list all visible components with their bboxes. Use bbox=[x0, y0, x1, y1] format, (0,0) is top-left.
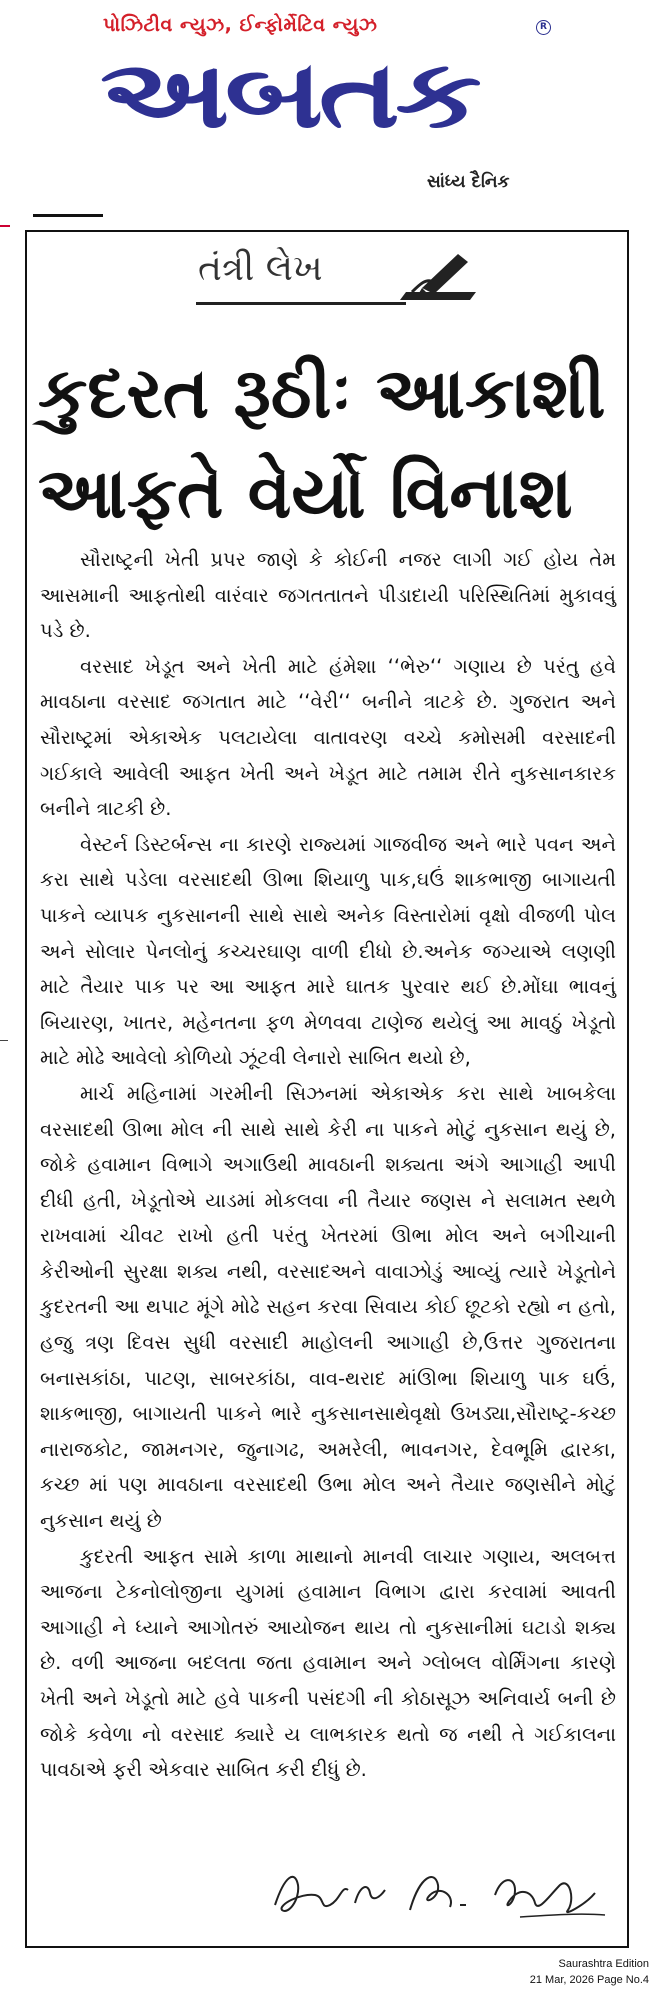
article-paragraph: માર્ચ મહિનામાં ગરમીની સિઝનમાં એકાએક કરા સાથે ખાબકેલા વરસાદથી ઊભા મોલ ની સાથે સાથે કેરી ના પાકને મોટું નુકસાન થયું છે, જોકે હવામાન વિભાગે અગાઉથી માવઠાની શક્યતા અંગે આગાહી આપી દીધી હતી, ખેડૂતોએ યાડમાં મોકલવા ની તૈયાર જણસ ને સલામત સ્થળે રાખવામાં ચીવટ રાખો હતી પરંતુ ખેતરમાં ઊભા મોલ અને બગીચાની કેરીઓની સુરક્ષા શક્ય નથી, વરસાદઅને વાવાઝોડું આવ્યું ત્યારે ખેડૂતોને કુદરતની આ થપાટ મૂંગે મોઢે સહન કરવા સિવાય કોઈ છૂટકો રહ્યો ન હતો, હજુ ત્રણ દિવસ સુધી વરસાદી માહોલની આગાહી છે,ઉત્તર ગુજરાતના બનાસકાંઠા, પાટણ, સાબરકાંઠા, વાવ-થરાદ માંઊભા શિયાળુ પાક ઘઉં, શાકભાજી, બાગાયતી પાકને ભારે નુકસાનસાથેવૃક્ષો ઉખડ્યા,સૌરાષ્ટ્ર-કચ્છ નારાજકોટ, જામનગર, જુનાગઢ, અમરેલી, ભાવનગર, દેવભૂમિ દ્વારકા, કચ્છ માં પણ માવઠાના વરસાદથી ઉભા મોલ અને તૈયાર જણસીને મોટું નુકસાન થયું છે bbox=[40, 1081, 616, 1533]
margin-mark bbox=[0, 1040, 8, 1041]
headline bbox=[38, 343, 623, 543]
divider bbox=[33, 214, 103, 217]
article-body bbox=[40, 542, 616, 1788]
edition-date-page: 21 Mar, 2026 Page No.4 bbox=[529, 1974, 649, 1986]
article-paragraph: વરસાદ ખેડૂત અને ખેતી માટે હંમેશા ‘‘ભેરુ‘‘ ગણાય છે પરંતુ હવે માવઠાના વરસાદ જગતાત માટે ‘‘વેરી‘‘ બનીને ત્રાટકે છે. ગુજરાત અને સૌરાષ્ટ્રમાં એકાએક પલટાયેલા વાતાવરણ વચ્ચે કમોસમી વરસાદની ગઈકાલે આવેલી આફત ખેતી અને ખેડૂત માટે તમામ રીતે નુકસાનકારક બનીને ત્રાટકી છે. bbox=[40, 654, 616, 821]
article-paragraph: વેસ્ટર્ન ડિસ્ટર્બન્સ ના કારણે રાજ્યમાં ગાજવીજ અને ભારે પવન અને કરા સાથે પડેલા વરસાદથી ઊભા શિયાળુ પાક,ઘઉં શાકભાજી બાગાયતી પાકને વ્યાપક નુકસાનની સાથે સાથે અનેક વિસ્તારોમાં વૃક્ષો વીજળી પોલ અને સોલાર પેનલોનું કચ્ચરઘાણ વાળી દીધો છે.અનેક જગ્યાએ લણણી માટે તૈયાર પાક પર આ આફત મારે ઘાતક પુરવાર થઈ છે.મોંઘા ભાવનું બિયારણ, ખાતર, મહેનતના ફળ મેળવવા ટાણેજ થયેલું આ માવઠું ખેડૂતો માટે મોઢે આવેલો કોળિયો ઝૂંટવી લેનારો સાબિત થયો છે, bbox=[40, 832, 616, 1070]
edition-type-label: સાંધ્ય દૈનિક bbox=[427, 172, 510, 192]
edition-name: Saurashtra Edition bbox=[558, 1958, 649, 1970]
margin-mark bbox=[0, 225, 10, 227]
editor-signature bbox=[270, 1855, 610, 1935]
registered-mark: R bbox=[536, 20, 551, 35]
article-paragraph: સૌરાષ્ટ્રની ખેતી પ્રપર જાણે કે કોઈની નજર લાગી ગઈ હોય તેમ આસમાની આફતોથી વારંવાર જગતતાતને પીડાદાયી પરિસ્થિતિમાં મુકાવવું પડે છે. bbox=[40, 548, 616, 643]
divider bbox=[196, 302, 406, 305]
column-label: તંત્રી લેખ bbox=[198, 248, 323, 289]
edition-footer bbox=[530, 1956, 649, 1988]
newspaper-logo[interactable]: અબતક bbox=[100, 39, 478, 149]
headline-line: કુદરત રૂઠીઃ આકાશી bbox=[38, 352, 606, 434]
masthead bbox=[0, 0, 657, 215]
article-paragraph: કુદરતી આફત સામે કાળા માથાનો માનવી લાચાર ગણાય, અલબત્ત આજના ટેકનોલોજીના યુગમાં હવામાન વિભાગ દ્વારા કરવામાં આવતી આગાહી ને ધ્યાને આગોતરું આયોજન થાય તો નુકસાનીમાં ઘટાડો શક્ય છે. વળી આજના બદલતા જતા હવામાન અને ગ્લોબલ વોર્મિંગના કારણે ખેતી અને ખેડૂતો માટે હવે પાકની પસંદગી ની કોઠાસૂઝ અનિવાર્ય બની છે જોકે કવેળા નો વરસાદ ક્યારે ય લાભકારક થતો જ નથી તે ગઈકાલના પાવઠાએ ફરી એકવાર સાબિત કરી દીધું છે. bbox=[40, 1544, 616, 1782]
headline-line: આફતે વેર્યો વિનાશ bbox=[38, 452, 573, 534]
masthead-tagline: પોઝિટીવ ન્યુઝ, ઈન્ફોર્મેટિવ ન્યુઝ bbox=[103, 14, 378, 36]
pen-writing-icon bbox=[392, 248, 482, 303]
